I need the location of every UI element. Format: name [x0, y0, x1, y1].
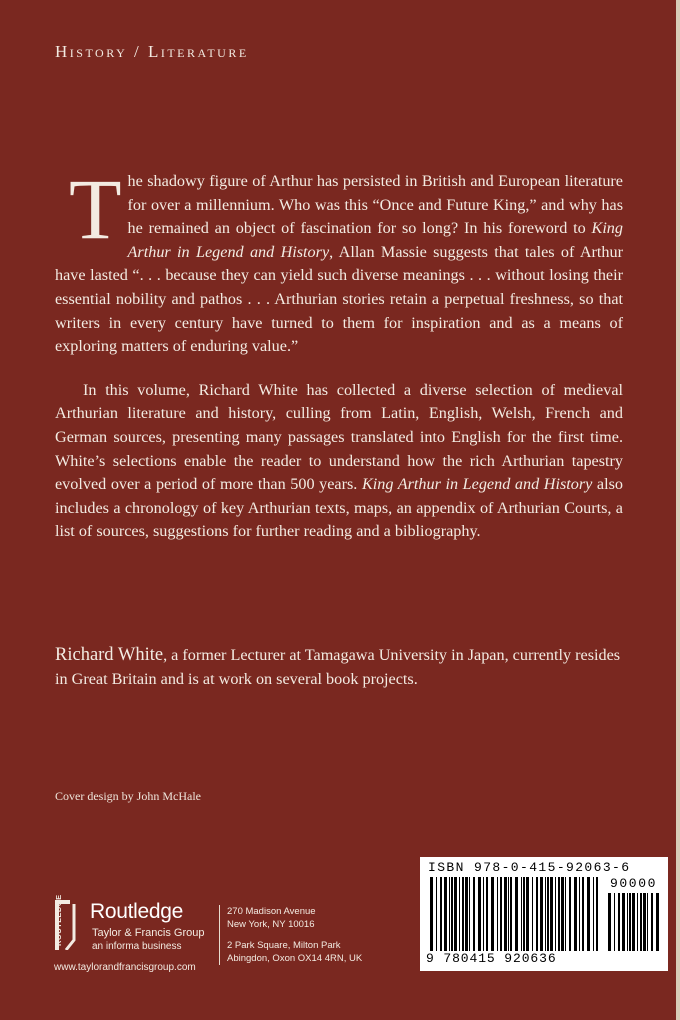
book-title-italic: King Arthur in Legend and History: [127, 219, 623, 261]
divider: [219, 905, 220, 965]
barcode-bar: [536, 877, 538, 951]
blurb-text: , Allan Massie suggests that tales of Arthur have lasted “. . . because they can yield such diverse meanings . . . without losing their essential nobility and pathos . . . Arthurian stories retain a perpetual freshness, so that writers in every century have turned to them for inspiration and as a means of exploring matters of enduring value.”: [55, 242, 623, 356]
barcode-bar: [565, 877, 566, 951]
barcode-bar: [469, 877, 470, 951]
author-name: Richard White: [55, 645, 164, 665]
barcode-bar: [622, 893, 625, 951]
address-line: 2 Park Square, Milton Park: [227, 940, 341, 951]
barcode-bar: [454, 877, 457, 951]
routledge-logo-icon: [52, 894, 84, 950]
barcode-bar: [508, 877, 509, 951]
barcode-bar: [459, 877, 460, 951]
barcode-bar: [521, 877, 522, 951]
barcode-bar: [656, 893, 659, 951]
barcode-bar: [629, 893, 631, 951]
page-edge: [676, 0, 680, 1020]
barcode-bar: [574, 877, 577, 951]
barcode-bar: [451, 877, 453, 951]
cover-credit: Cover design by John McHale: [55, 789, 201, 803]
barcode-bar: [632, 893, 635, 951]
barcode-bar: [596, 877, 598, 951]
isbn-barcode: [420, 857, 668, 971]
isbn-label: ISBN 978-0-415-92063-6: [428, 860, 631, 875]
drop-cap: T: [69, 161, 122, 257]
addon-barcode-bars: [606, 893, 662, 951]
barcode-bar: [579, 877, 580, 951]
publisher-group: Taylor & Francis Group: [92, 927, 205, 939]
barcode-bar: [473, 877, 475, 951]
publisher-logo: [52, 894, 222, 952]
barcode-bar: [497, 877, 498, 951]
publisher-name: Routledge: [90, 900, 184, 923]
barcode-bar: [627, 893, 628, 951]
barcode-bar: [582, 877, 584, 951]
publisher-website: www.taylorandfrancisgroup.com: [54, 962, 196, 973]
barcode-bar: [430, 877, 433, 951]
barcode-bar: [647, 893, 648, 951]
address-line: New York, NY 10016: [227, 919, 315, 930]
barcode-bar: [449, 877, 450, 951]
barcode-bar: [486, 877, 488, 951]
barcode-bar: [555, 877, 556, 951]
barcode-bar: [545, 877, 546, 951]
blurb-paragraph-2: [55, 379, 623, 544]
barcode-bar: [608, 893, 611, 951]
address-line: Abingdon, Oxon OX14 4RN, UK: [227, 953, 363, 964]
barcode-bar: [500, 877, 502, 951]
barcode-bars: [428, 877, 602, 951]
barcode-bar: [504, 877, 507, 951]
book-title-italic: King Arthur in Legend and History: [361, 475, 593, 494]
barcode-bar: [436, 877, 437, 951]
category-label: History / Literature: [55, 42, 249, 61]
blurb-text: also includes a chronology of key Arthurian texts, maps, an appendix of Arthurian Courts, a list of sources, suggestions for further reading and a bibliography.: [55, 475, 624, 541]
barcode-bar: [483, 877, 484, 951]
ean-digits: 9 780415 920636: [426, 951, 557, 966]
barcode-bar: [558, 877, 560, 951]
barcode-bar: [510, 877, 512, 951]
barcode-bar: [515, 877, 518, 951]
barcode-bar: [491, 877, 494, 951]
publisher-tagline: an informa business: [92, 941, 182, 952]
barcode-bar: [444, 877, 447, 951]
author-bio-text: , a former Lecturer at Tamagawa University in Japan, currently resides in Great Britain and is at work on several book projects.: [55, 646, 621, 688]
barcode-bar: [618, 893, 620, 951]
price-code: 90000: [610, 876, 658, 891]
barcode-bar: [465, 877, 468, 951]
blurb-paragraph-1: [55, 161, 623, 359]
address-line: 270 Madison Avenue: [227, 906, 316, 917]
barcode-bar: [440, 877, 442, 951]
barcode-bar: [569, 877, 571, 951]
barcode-bar: [540, 877, 543, 951]
barcode-bar: [526, 877, 529, 951]
barcode-bar: [550, 877, 553, 951]
barcode-bar: [561, 877, 564, 951]
blurb-text: In this volume, Richard White has collected a diverse selection of medieval Arthurian literature and history, culling from Latin, English, Welsh, French and German sources, presenting many passages translated into English for the first time. White’s selections enable the reader to understand how the rich Arthurian tapestry evolved over a period of more than 500 years.: [55, 380, 623, 494]
barcode-bar: [637, 893, 638, 951]
barcode-bar: [523, 877, 525, 951]
book-blurb: [55, 161, 624, 544]
barcode-bar: [640, 893, 642, 951]
publisher-address: [227, 905, 362, 965]
barcode-bar: [478, 877, 481, 951]
logo-vertical-text: ROUTLEDGE: [54, 894, 63, 946]
barcode-bar: [614, 893, 615, 951]
barcode-bar: [532, 877, 533, 951]
barcode-bar: [643, 893, 646, 951]
barcode-bar: [593, 877, 594, 951]
author-bio: [55, 644, 623, 691]
barcode-bar: [651, 893, 653, 951]
blurb-text: he shadowy figure of Arthur has persisted in British and European literature for over a millennium. Who was this “Once and Future King,” and why has he remained an object of fascination for so long? In his foreword to: [127, 172, 623, 238]
barcode-bar: [547, 877, 549, 951]
barcode-bar: [587, 877, 590, 951]
barcode-bar: [462, 877, 464, 951]
